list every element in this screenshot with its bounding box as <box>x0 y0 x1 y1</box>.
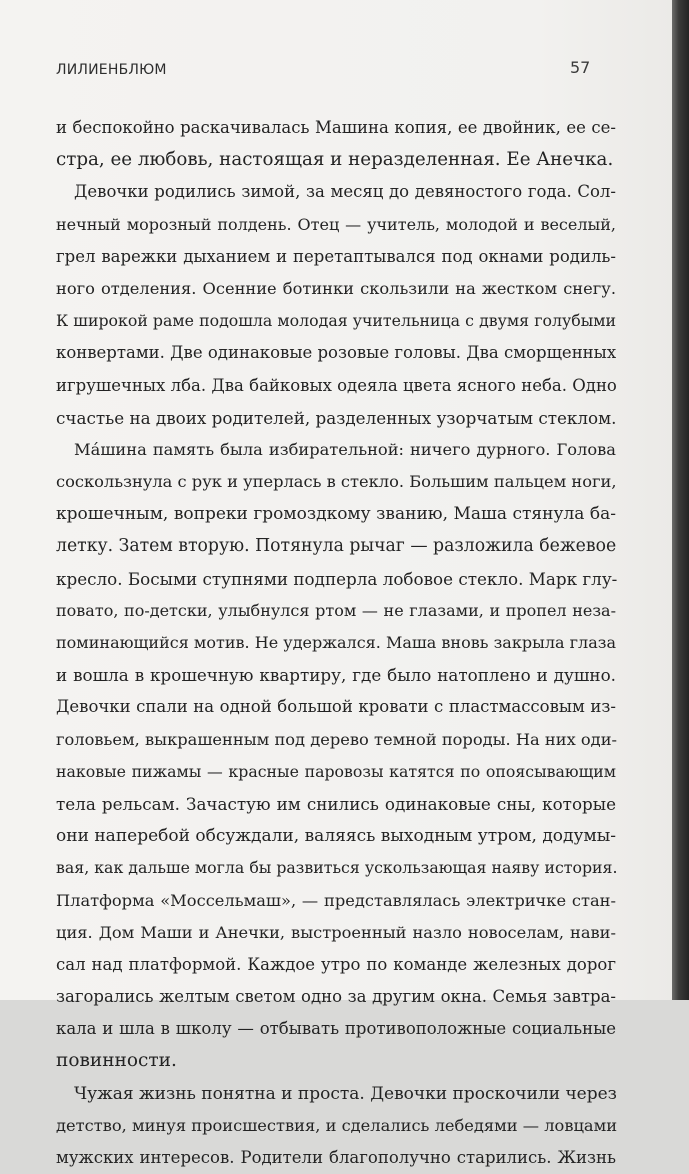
paragraph-first-line: Máшина память была избирательной: ничего дурного. Голова <box>74 439 616 459</box>
text-line: К широкой раме подошла молодая учительница с двумя голубыми <box>56 311 616 331</box>
text-line: конвертами. Две одинаковые розовые головы. Два сморщенных <box>56 343 617 363</box>
text-line: крошечным, вопреки громоздкому званию, Маша стянула ба- <box>56 504 616 525</box>
text-line: головьем, выкрашенным под дерево темной породы. На них оди- <box>56 729 618 749</box>
text-line: Девочки спали на одной большой кровати с пластмассовым из- <box>56 697 616 717</box>
text-line: Платформа «Моссельмаш», — представлялась электричке стан- <box>56 890 616 910</box>
text-line: кала и шла в школу — отбывать противоположные социальные <box>56 1019 616 1039</box>
text-line: детство, минуя происшествия, и сделались лебедями — ловцами <box>56 1115 618 1135</box>
body-text <box>56 112 616 1174</box>
text-line: и вошла в крошечную квартиру, где было натоплено и душно. <box>56 665 616 686</box>
text-line: ция. Дом Маши и Анечки, выстроенный назло новоселам, нави- <box>56 922 616 942</box>
text-line: они наперебой обсуждали, валяясь выходным утром, додумы- <box>56 826 616 847</box>
text-line: повинности. <box>56 1050 177 1072</box>
paragraph-first-line: Девочки родились зимой, за месяц до девяностого года. Сол- <box>74 182 616 202</box>
page-edge-shadow <box>672 0 689 1000</box>
text-line: кресло. Босыми ступнями подперла лобовое стекло. Марк глу- <box>56 568 618 589</box>
text-line: наковые пижамы — красные паровозы катятся по опоясывающим <box>56 761 616 781</box>
text-line: загорались желтым светом одно за другим окна. Семья завтра- <box>56 987 616 1007</box>
text-line: повато, по-детски, улыбнулся ртом — не глазами, и пропел неза- <box>56 600 616 620</box>
text-line: ного отделения. Осенние ботинки скользили на жестком снегу. <box>56 278 616 298</box>
text-line: тела рельсам. Зачастую им снились одинаковые сны, которые <box>56 793 616 814</box>
text-line: поминающийся мотив. Не удержался. Маша вновь закрыла глаза <box>56 633 616 652</box>
text-line: летку. Затем вторую. Потянула рычаг — разложила бежевое <box>56 536 617 557</box>
text-line: мужских интересов. Родители благополучно старились. Жизнь <box>56 1148 616 1167</box>
paragraph-first-line: Чужая жизнь понятна и проста. Девочки проскочили через <box>74 1083 617 1104</box>
running-head: ЛИЛИЕНБЛЮМ <box>56 62 167 78</box>
text-line: соскользнула с рук и уперлась в стекло. Большим пальцем ноги, <box>56 472 617 492</box>
text-line: игрушечных лба. Два байковых одеяла цвета ясного неба. Одно <box>56 375 617 395</box>
text-line: грел варежки дыханием и перетаптывался под окнами родиль- <box>56 246 616 266</box>
text-line: сал над платформой. Каждое утро по команде железных дорог <box>56 954 616 974</box>
text-line: стра, ее любовь, настоящая и неразделенная. Ее Анечка. <box>56 149 614 171</box>
text-line: и беспокойно раскачивалась Машина копия, ее двойник, ее се- <box>56 118 616 137</box>
page-number: 57 <box>570 58 591 77</box>
text-line: нечный морозный полдень. Отец — учитель, молодой и веселый, <box>56 214 616 234</box>
text-line: вая, как дальше могла бы развиться ускользающая наяву история. <box>56 858 618 878</box>
text-line: счастье на двоих родителей, разделенных узорчатым стеклом. <box>56 407 617 428</box>
